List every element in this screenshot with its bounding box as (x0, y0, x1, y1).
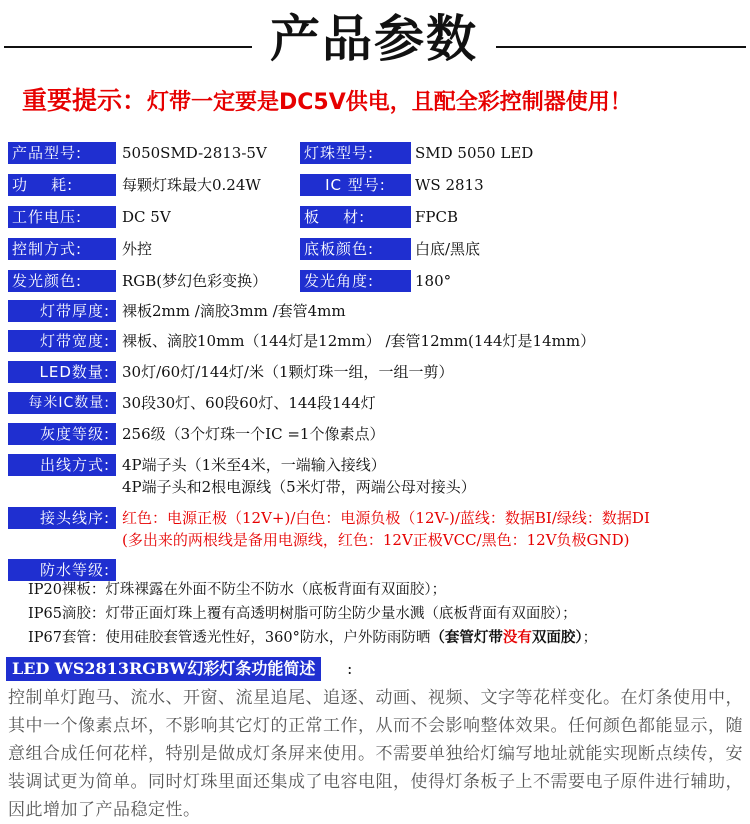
spec-row-gray (0, 421, 750, 447)
width-value: 裸板、滴胶10mm（144灯是12mm） /套管12mm(144灯是14mm） (122, 332, 596, 350)
spec-row-thickness (0, 298, 750, 324)
outlet-value-2: 4P端子头和2根电源线（5米灯带，两端公母对接头） (122, 478, 476, 496)
wiring-value-1: 红色：电源正极（12V+)/白色：电源负极（12V-)/蓝线：数据BI/绿线：数据DI (122, 509, 650, 527)
wiring-value-2: (多出来的两根线是备用电源线，红色：12V正极VCC/黑色：12V负极GND) (122, 531, 630, 549)
outlet-value-1: 4P端子头（1米至4米，一端输入接线） (122, 456, 386, 474)
board-value: FPCB (415, 208, 459, 226)
wiring-label: 接头线序: (8, 507, 116, 529)
page-title: 产品参数 (270, 10, 478, 68)
led-count-value: 30灯/60灯/144灯/米（1颗灯珠一组，一组一剪） (122, 363, 454, 381)
spec-row-model (0, 140, 750, 166)
waterproof-ip67-note-a: （套管灯带 (430, 630, 503, 646)
width-label: 灯带宽度: (8, 330, 116, 352)
power-value: 每颗灯珠最大0.24W (122, 176, 261, 194)
board-label: 板 材: (300, 206, 411, 228)
gray-value: 256级（3个灯珠一个IC =1个像素点） (122, 425, 385, 443)
spec-row-outlet-2 (0, 474, 750, 500)
notice-text: 灯带一定要是DC5V供电，且配全彩控制器使用！ (147, 90, 632, 115)
ic-value: WS 2813 (415, 176, 484, 194)
title-divider-left (4, 46, 252, 48)
angle-label: 发光角度: (300, 270, 411, 292)
spec-row-light-color (0, 268, 750, 294)
spec-row-control (0, 236, 750, 262)
waterproof-ip20: IP20裸板：灯珠裸露在外面不防尘不防水（底板背面有双面胶）； (28, 582, 447, 598)
thickness-value: 裸板2mm /滴胶3mm /套管4mm (122, 302, 346, 320)
title-divider-right (496, 46, 746, 48)
ic-count-label: 每米IC数量: (8, 392, 116, 414)
function-title: LED WS2813RGBW幻彩灯条功能简述 (6, 657, 321, 681)
spec-row-voltage (0, 204, 750, 230)
ic-count-value: 30段30灯、60段60灯、144段144灯 (122, 394, 376, 412)
spec-row-power (0, 172, 750, 198)
spec-row-ic-count (0, 390, 750, 416)
angle-value: 180° (415, 272, 452, 290)
function-description: 控制单灯跑马、流水、开窗、流星追尾、追逐、动画、视频、文字等花样变化。在灯条使用中，其中一个像素点坏，不影响其它灯的正常工作，从而不会影响整体效果。任何颜色都能显示，随意组合成任何花样，特别是做成灯条屏来使用。不需要单独给灯编写地址就能实现断点续传，安装调试更为简单。同时灯珠里面还集成了电容电阻，使得灯条板子上不需要电子原件进行辅助，因此增加了产品稳定性。 (8, 688, 743, 820)
light-color-value: RGB(梦幻色彩变换） (122, 272, 268, 290)
base-color-label: 底板颜色: (300, 238, 411, 260)
waterproof-ip67-note-b: 双面胶） (531, 630, 583, 646)
title-section (0, 0, 750, 80)
light-color-label: 发光颜色: (8, 270, 116, 292)
waterproof-ip67 (28, 626, 597, 650)
notice-prefix: 重要提示： (22, 86, 148, 115)
bead-value: SMD 5050 LED (415, 144, 534, 162)
waterproof-ip65: IP65滴胶：灯带正面灯珠上覆有高透明树脂可防尘防少量水溅（底板背面有双面胶）； (28, 606, 577, 622)
spec-row-width (0, 328, 750, 354)
thickness-label: 灯带厚度: (8, 300, 116, 322)
base-color-value: 白底/黑底 (415, 240, 481, 258)
voltage-value: DC 5V (122, 208, 171, 226)
gray-label: 灰度等级: (8, 423, 116, 445)
waterproof-ip67-note-red: 没有 (502, 630, 532, 646)
bead-label: 灯珠型号: (300, 142, 411, 164)
model-label: 产品型号: (8, 142, 116, 164)
model-value: 5050SMD-2813-5V (122, 144, 267, 162)
important-notice (22, 82, 742, 122)
function-title-colon: : (347, 659, 353, 678)
control-value: 外控 (122, 240, 153, 258)
ic-label: IC 型号: (300, 174, 411, 196)
spec-row-wiring-2 (0, 527, 750, 553)
waterproof-ip67-main: IP67套管：使用硅胶套管透光性好，360°防水，户外防雨防晒 (28, 630, 431, 646)
led-count-label: LED数量: (8, 361, 116, 383)
voltage-label: 工作电压: (8, 206, 116, 228)
waterproof-ip67-end: ； (582, 630, 598, 646)
spec-row-led-count (0, 359, 750, 385)
waterproof-label: 防水等级: (8, 559, 116, 581)
outlet-label: 出线方式: (8, 454, 116, 476)
power-label: 功 耗: (8, 174, 116, 196)
control-label: 控制方式: (8, 238, 116, 260)
